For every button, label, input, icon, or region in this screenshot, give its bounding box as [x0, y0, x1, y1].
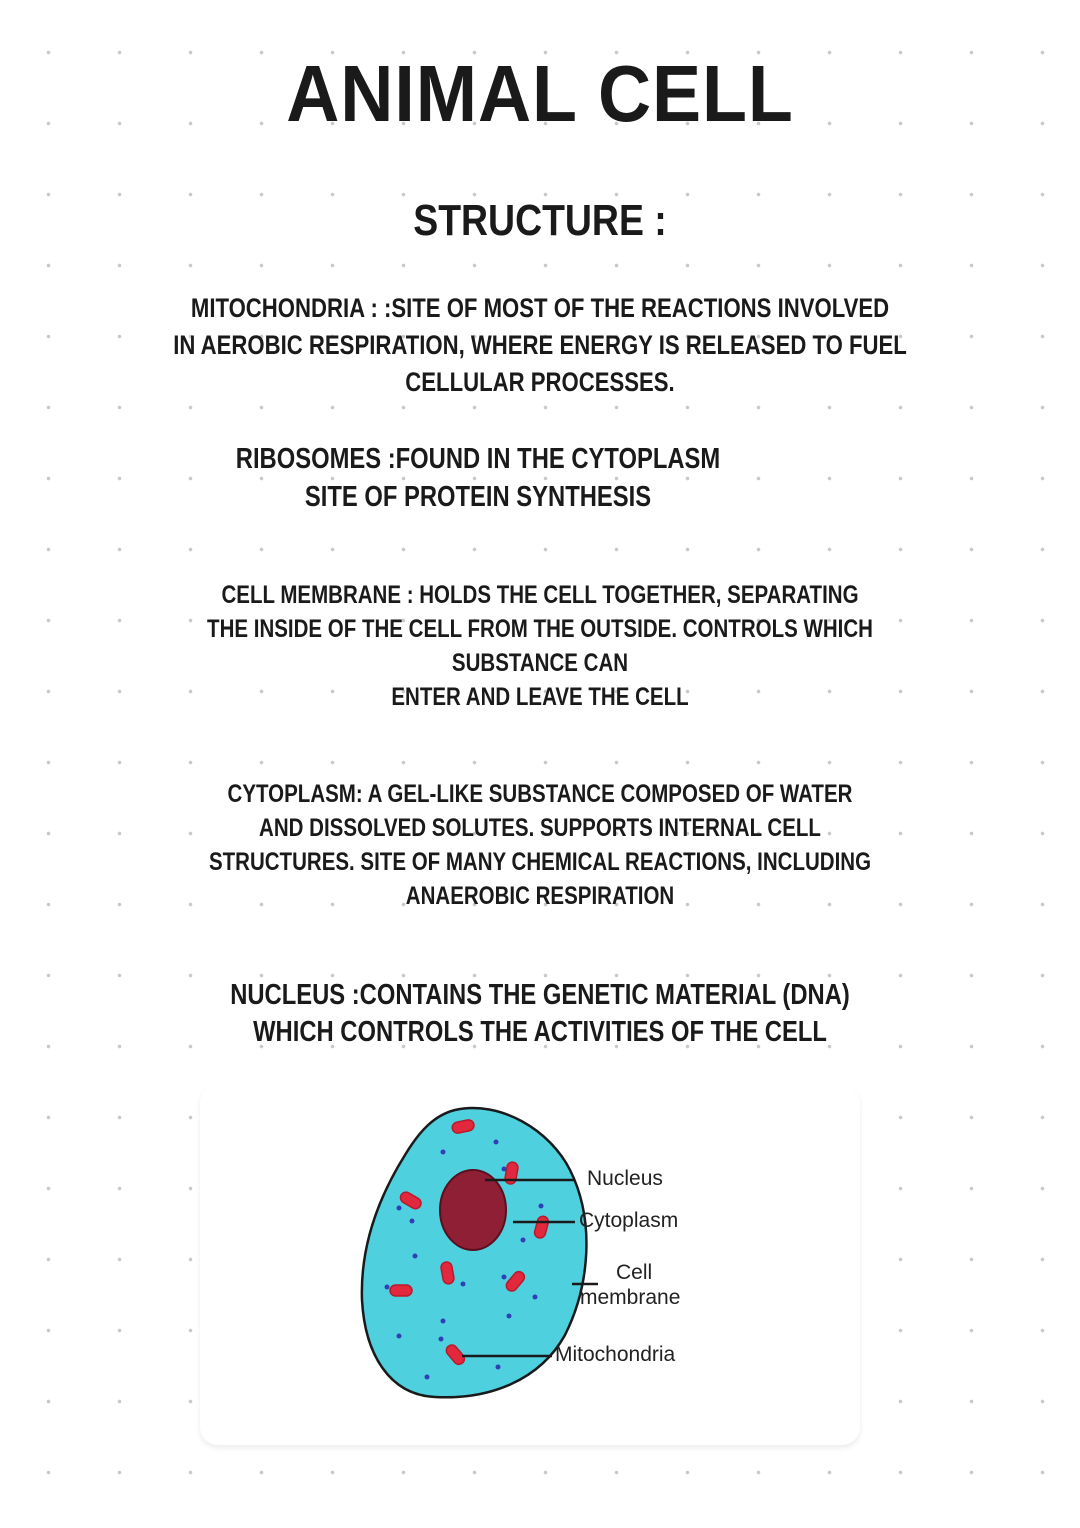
text-line: NUCLEUS :CONTAINS THE GENETIC MATERIAL (DNA) [230, 979, 850, 1011]
text-line: WHICH CONTROLS THE ACTIVITIES OF THE CELL [253, 1016, 827, 1048]
ribosomes-description [35, 440, 921, 516]
mitochondria-label: Mitochondria [555, 1343, 676, 1366]
text-line: RIBOSOMES :FOUND IN THE CYTOPLASM [235, 443, 721, 475]
page-title: ANIMAL CELL [286, 49, 794, 138]
text-line: CELLULAR PROCESSES. [405, 367, 675, 397]
text-line: STRUCTURES. SITE OF MANY CHEMICAL REACTIONS, INCLUDING [208, 848, 872, 876]
text-line: IN AEROBIC RESPIRATION, WHERE ENERGY IS RELEASED TO FUEL [173, 330, 907, 360]
text-line: CYTOPLASM: A GEL-LIKE SUBSTANCE COMPOSED OF WATER [227, 780, 853, 808]
cytoplasm-description [97, 777, 983, 913]
cell-diagram-card [200, 1085, 860, 1445]
cytoplasm-label: Cytoplasm [579, 1209, 679, 1232]
text-line: SITE OF PROTEIN SYNTHESIS [304, 481, 652, 513]
cell-membrane-label-line1: Cell [616, 1261, 653, 1284]
nucleus-description [97, 977, 983, 1051]
text-line: AND DISSOLVED SOLUTES. SUPPORTS INTERNAL CELL [259, 814, 821, 842]
animal-cell-diagram [200, 1085, 860, 1445]
cell-membrane-label-line2: membrane [580, 1286, 681, 1309]
cell-membrane-shape [362, 1108, 587, 1397]
nucleus-shape [440, 1170, 506, 1250]
cell-membrane-description [97, 578, 983, 714]
text-line: SUBSTANCE CAN [451, 649, 629, 677]
text-line: THE INSIDE OF THE CELL FROM THE OUTSIDE. CONTROLS WHICH [207, 615, 873, 643]
nucleus-label: Nucleus [587, 1167, 663, 1190]
text-line: MITOCHONDRIA : :SITE OF MOST OF THE REACTIONS INVOLVED [190, 293, 890, 323]
mitochondria-description [97, 290, 983, 401]
text-line: ENTER AND LEAVE THE CELL [391, 683, 689, 711]
section-heading: STRUCTURE : [413, 196, 667, 245]
text-line: ANAEROBIC RESPIRATION [405, 882, 675, 910]
text-line: CELL MEMBRANE : HOLDS THE CELL TOGETHER, SEPARATING [221, 581, 859, 609]
